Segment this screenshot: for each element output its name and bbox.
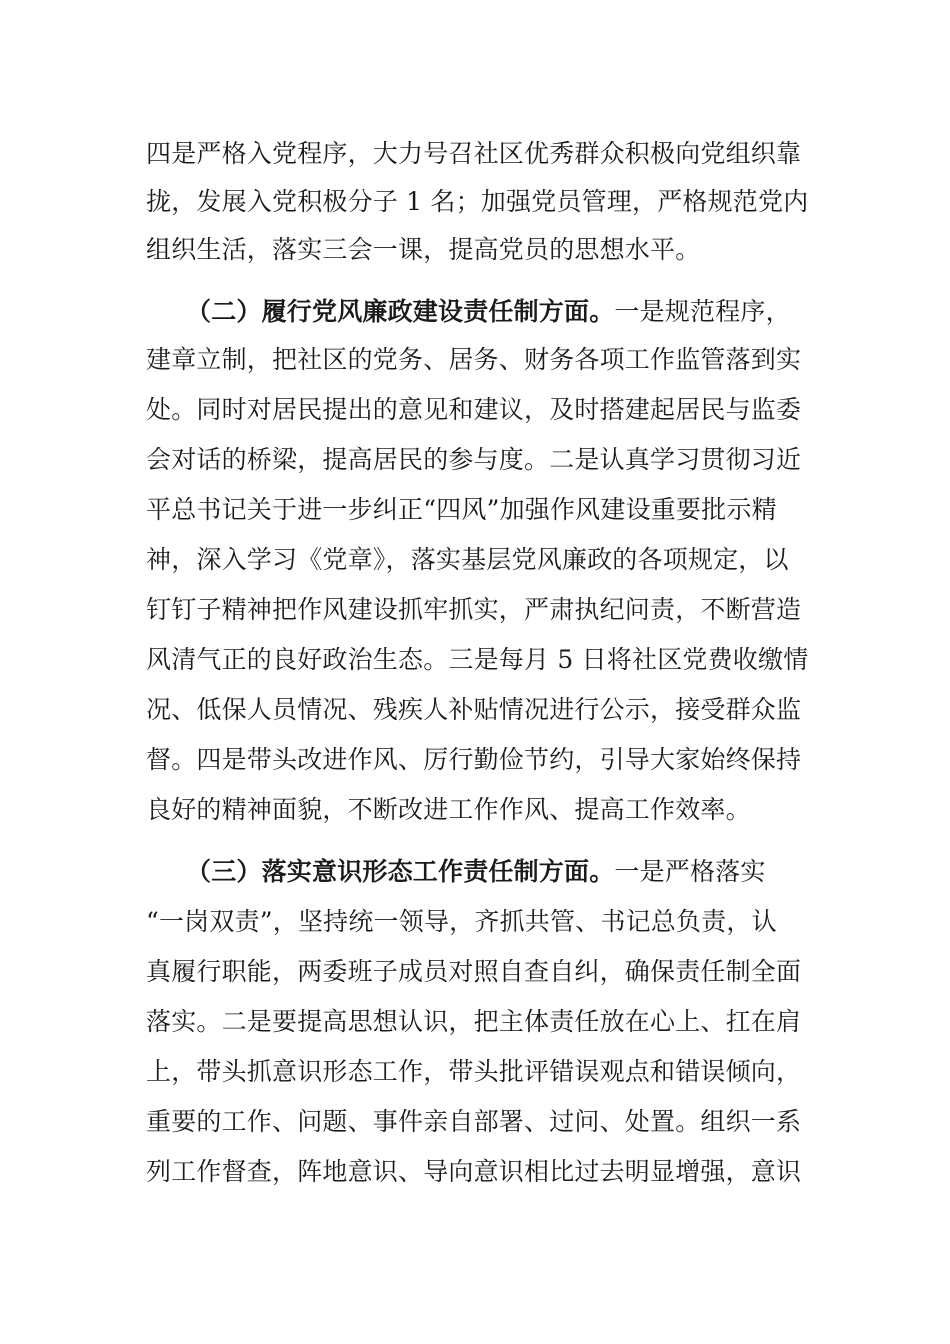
text-line: 拢，发展入党积极分子 1 名；加强党员管理，严格规范党内 — [146, 187, 809, 216]
text-line: 真履行职能，两委班子成员对照自查自纠，确保责任制全面 — [146, 957, 802, 986]
text-line: 况、低保人员情况、残疾人补贴情况进行公示，接受群众监 — [146, 695, 802, 724]
text-line: 重要的工作、问题、事件亲自部署、过问、处置。组织一系 — [146, 1107, 802, 1136]
text-line: 会对话的桥梁，提高居民的参与度。二是认真学习贯彻习近 — [146, 445, 802, 474]
text-line: 组织生活，落实三会一课，提高党员的思想水平。 — [146, 235, 701, 264]
text-line: 建章立制，把社区的党务、居务、财务各项工作监管落到实 — [146, 345, 802, 374]
section-heading: （二）履行党风廉政建设责任制方面。 — [186, 297, 615, 326]
paragraph-first-line — [186, 855, 806, 889]
text-line: 钉钉子精神把作风建设抓牢抓实，严肃执纪问责，不断营造 — [146, 595, 802, 624]
text-span: 一是规范程序， — [614, 297, 791, 326]
text-line: 平总书记关于进一步纠正“四风”加强作风建设重要批示精 — [146, 495, 777, 524]
text-line: 良好的精神面貌，不断改进工作作风、提高工作效率。 — [146, 795, 751, 824]
text-line: 四是严格入党程序，大力号召社区优秀群众积极向党组织靠 — [146, 139, 802, 168]
paragraph-first-line — [186, 295, 806, 329]
section-heading: （三）落实意识形态工作责任制方面。 — [186, 857, 615, 886]
text-line: “一岗双责”，坚持统一领导，齐抓共管、书记总负责，认 — [146, 907, 777, 936]
text-line: 落实。二是要提高思想认识，把主体责任放在心上、扛在肩 — [146, 1007, 802, 1036]
text-line: 上，带头抓意识形态工作，带头批评错误观点和错误倾向， — [146, 1057, 802, 1086]
text-line: 风清气正的良好政治生态。三是每月 5 日将社区党费收缴情 — [146, 645, 809, 674]
text-line: 处。同时对居民提出的意见和建议，及时搭建起居民与监委 — [146, 395, 802, 424]
text-span: 一是严格落实 — [614, 857, 766, 886]
text-line: 督。四是带头改进作风、厉行勤俭节约，引导大家始终保持 — [146, 745, 802, 774]
text-line: 列工作督查，阵地意识、导向意识相比过去明显增强，意识 — [146, 1157, 802, 1186]
text-line: 神，深入学习《党章》，落实基层党风廉政的各项规定，以 — [146, 545, 789, 574]
